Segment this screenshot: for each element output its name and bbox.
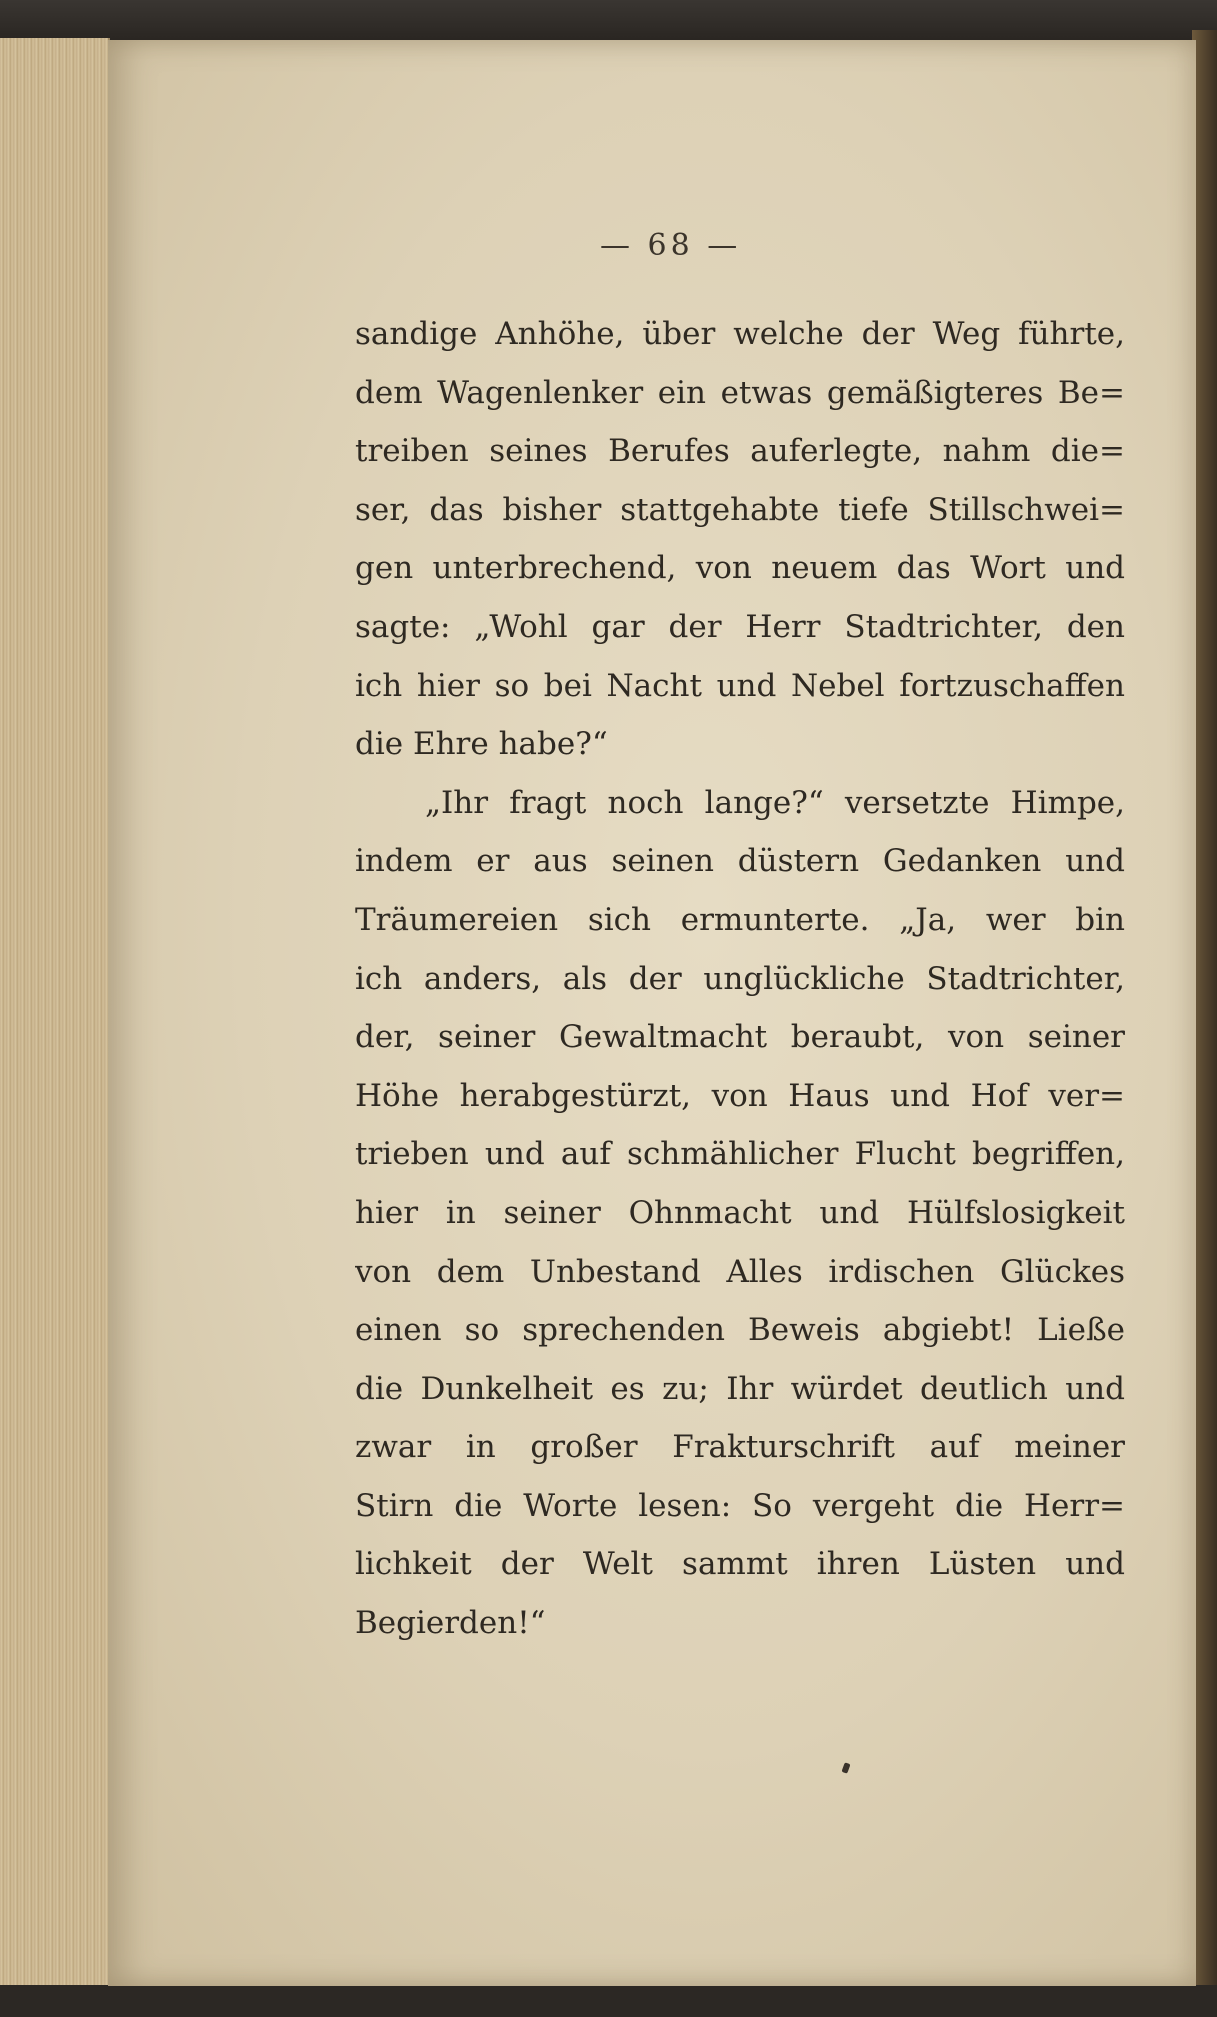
text-line: einen so sprechenden Beweis abgiebt! Ließe <box>355 1312 1125 1349</box>
text-line: ich anders, als der unglückliche Stadtrichter, <box>355 960 1125 997</box>
text-line: dem Wagenlenker ein etwas gemäßigteres Be= <box>355 374 1125 411</box>
page-number: — 68 — <box>600 228 742 263</box>
paragraph-end-line: die Ehre habe?“ <box>355 726 608 763</box>
text-line: ich hier so bei Nacht und Nebel fortzuschaffen <box>355 667 1125 704</box>
body-text <box>355 305 1125 1653</box>
book-cover-top <box>0 0 1217 40</box>
text-line: die Dunkelheit es zu; Ihr würdet deutlich und <box>355 1370 1125 1407</box>
page-edges <box>0 38 110 1986</box>
text-line: lichkeit der Welt sammt ihren Lüsten und <box>355 1546 1125 1583</box>
text-line: zwar in großer Frakturschrift auf meiner <box>355 1429 1125 1466</box>
paragraph-start-line: „Ihr fragt noch lange?“ versetzte Himpe, <box>425 784 1125 821</box>
text-line: hier in seiner Ohnmacht und Hülfslosigkeit <box>355 1194 1125 1231</box>
text-line: trieben und auf schmählicher Flucht begriffen, <box>355 1136 1125 1173</box>
text-line: von dem Unbestand Alles irdischen Glückes <box>355 1253 1125 1290</box>
text-line: gen unterbrechend, von neuem das Wort und <box>355 550 1125 587</box>
text-line: Stirn die Worte lesen: So vergeht die Herr= <box>355 1487 1125 1524</box>
text-line: Träumereien sich ermunterte. „Ja, wer bin <box>355 901 1125 938</box>
text-line: treiben seines Berufes auferlegte, nahm die= <box>355 433 1125 470</box>
text-line: der, seiner Gewaltmacht beraubt, von seiner <box>355 1019 1125 1056</box>
text-line: sagte: „Wohl gar der Herr Stadtrichter, den <box>355 608 1125 645</box>
text-line: Höhe herabgestürzt, von Haus und Hof ver= <box>355 1077 1125 1114</box>
book-cover-bottom <box>0 1985 1217 2017</box>
paragraph-end-line: Begierden!“ <box>355 1605 546 1642</box>
text-line: ser, das bisher stattgehabte tiefe Stillschwei= <box>355 491 1125 528</box>
text-line: sandige Anhöhe, über welche der Weg führte, <box>355 316 1125 352</box>
text-line: indem er aus seinen düstern Gedanken und <box>355 843 1125 880</box>
